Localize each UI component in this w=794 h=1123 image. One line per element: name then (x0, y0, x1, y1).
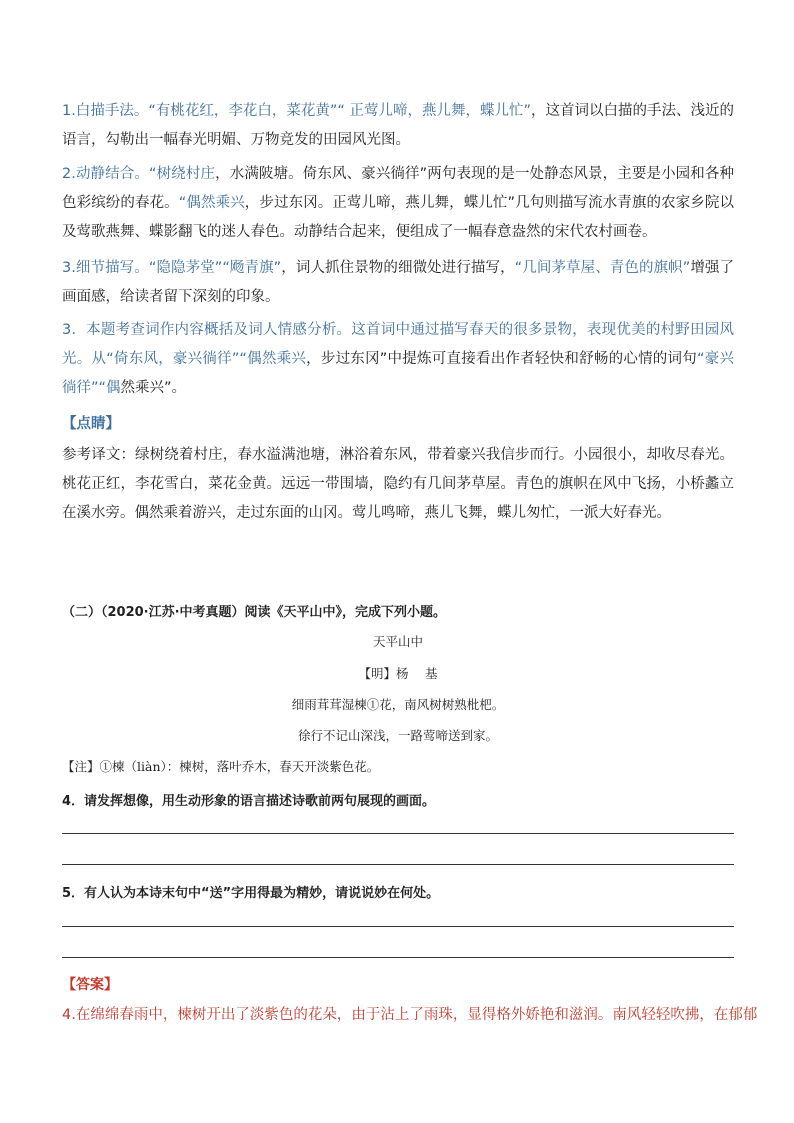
p3-rest: 增强了画面感，给读者留下深刻的印象。 (62, 260, 734, 305)
p3-lead: 3.细节描写。 (62, 260, 149, 276)
analysis-paragraph-4 (62, 316, 734, 403)
p2-quote-a: “树绕村庄 (149, 166, 216, 182)
translation-paragraph: 参考译文：绿树绕着村庄，春水溢满池塘，淋浴着东风，带着豪兴我信步而行。小园很小，却收尽春光。桃花正红，李花雪白，菜花金黄。远远一带围墙，隐约有几间茅草屋。青色的旗帜在风中飞扬，小桥蠡立在溪水旁。偶然乘着游兴，走过东面的山冈。莺儿鸣啼，燕儿飞舞，蝶儿匆忙，一派大好春光。 (62, 447, 734, 521)
p4-mid-a: ，豪兴徜徉” (158, 351, 240, 367)
question-5: 5．有人认为本诗末句中“送”字用得最为精妙，请说说妙在何处。 (62, 886, 440, 901)
p3-quote-c: “几间茅草屋、青色的旗帜” (514, 260, 691, 276)
section2-heading: （二）（2020·江苏·中考真题）阅读《天平山中》，完成下列小题。 (62, 605, 447, 620)
p4-quote-b: “偶然乘兴 (239, 351, 307, 367)
p4-quote-a: “倚东风 (106, 351, 159, 367)
p4-lead: 3．本题考查词作内容概括及词人情感分析。这首词中通过描写春天的很多景物，表现优美的村野田园风光。从 (62, 322, 734, 367)
answer4-red: 在绵绵春雨中， (75, 1007, 178, 1023)
answer-4 (62, 1001, 758, 1030)
p2-quote-b: “偶然乘兴 (178, 195, 245, 211)
p2-lead: 2.动静结合。 (62, 166, 150, 182)
poem-author: 【明】杨 基 (358, 666, 438, 681)
p3-quote-b: “飏青旗” (222, 260, 282, 276)
p3-quote-a: “隐隐茅堂” (148, 260, 223, 276)
answer-line-5a (62, 926, 734, 927)
p2-mid-b: 两句表现的是一处静态风景，主要是小园和各种色彩缤纷的春花。 (62, 166, 735, 211)
dianjing-tag: 【点睛】 (62, 416, 120, 432)
p4-mid-b: ，步过东冈”中提炼可直接看出作者轻快和舒畅的心情的词句 (306, 351, 698, 367)
p3-mid: ，词人抓住景物的细微处进行描写， (281, 260, 515, 276)
answer4-num: 4. (62, 1007, 76, 1023)
p1-quote-a: “有桃花红，李花白，菜花黄” (148, 103, 338, 119)
poem-note: 【注】①楝（liàn）：楝树，落叶乔木，春天开淡紫色花。 (62, 759, 380, 774)
answer-tag: 【答案】 (62, 977, 118, 993)
p2-rest: ，步过东冈。正莺儿啼，燕儿舞，蝶儿忙”几句则描写流水青旗的农家乡院以及莺歌燕舞、蝶影翻飞的迷人春色。动静结合起来，便组成了一幅春意盎然的宋代农村画卷。 (62, 195, 734, 240)
poem-title: 天平山中 (372, 634, 423, 649)
p2-mid-a: ，水满陂塘。倚东风、豪兴徜徉” (215, 166, 428, 182)
p4-quote-d: “偶 (98, 380, 121, 396)
answer-line-5b (62, 957, 734, 958)
answer4-blue2: 南风轻轻吹拂，在郁郁 (612, 1007, 758, 1023)
p1-lead: 1.白描手法。 (62, 103, 149, 119)
analysis-paragraph-3 (62, 254, 734, 312)
analysis-paragraph-1 (62, 97, 734, 155)
answer-line-4a (62, 833, 734, 834)
answer-line-4b (62, 864, 734, 865)
question-4: 4．请发挥想像，用生动形象的语言描述诗歌前两句展现的画面。 (62, 794, 436, 809)
p4-tail: 然乘兴”。 (120, 380, 187, 396)
p1-rest: ，这首词以白描的手法、浅近的语言，勾勒出一幅春光明媚、万物竞发的田园风光图。 (62, 103, 735, 148)
answer4-red2: ，由于沾上了雨珠，显得格外娇艳和滋润。 (336, 1007, 613, 1023)
poem-line-1: 细雨茸茸湿楝①花，南风树树熟枇杷。 (291, 697, 505, 712)
poem-line-2: 徐行不记山深浅，一路莺啼送到家。 (297, 728, 498, 743)
p4-quote-c: “豪兴徜徉” (62, 351, 735, 396)
p1-quote-b: “ 正莺儿啼，燕儿舞，蝶儿忙” (337, 103, 532, 119)
answer4-blue: 楝树开出了淡紫色的花朵 (177, 1007, 337, 1023)
analysis-paragraph-2 (62, 160, 734, 247)
